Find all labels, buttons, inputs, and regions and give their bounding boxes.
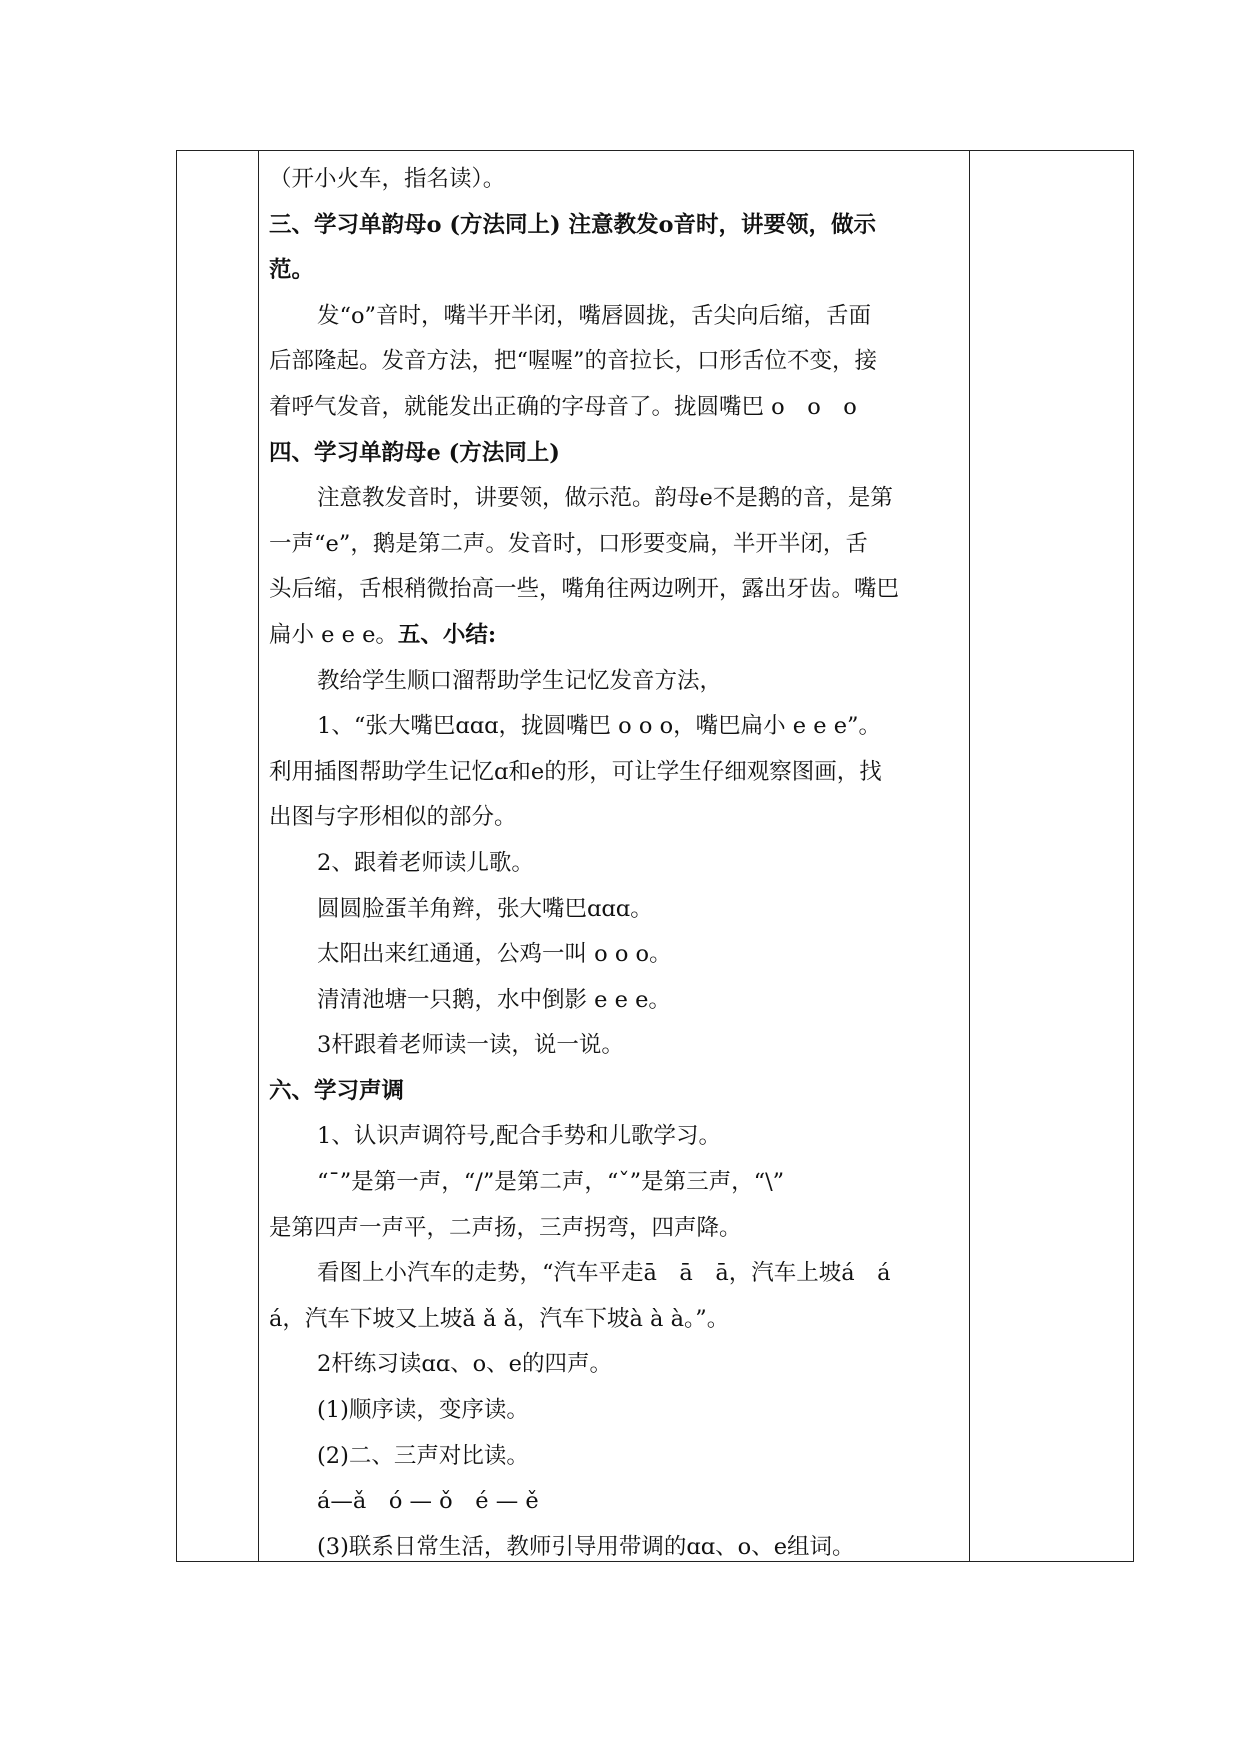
paragraph-line: 是第四声一声平，二声扬，三声拐弯，四声降。 <box>269 1214 742 1241</box>
section-heading-3: 三、学习单韵母o (方法同上) 注意教发o音时，讲要领，做示 <box>269 211 876 238</box>
paragraph-line: 后部隆起。发音方法，把“喔喔”的音拉长，口形舌位不变，接 <box>269 348 878 375</box>
paragraph-line: á—ǎ ó — ǒ é — ě <box>317 1488 539 1515</box>
paragraph-line: 一声“e”，鹅是第二声。发音时，口形要变扁，半开半闭，舌 <box>269 530 868 557</box>
paragraph-line: 1、“张大嘴巴ɑɑɑ，拢圆嘴巴 o o o，嘴巴扁小 e e e”。 <box>317 713 882 740</box>
paragraph-line: “ˉ”是第一声，“/”是第二声，“ˇ”是第三声，“\” <box>317 1169 785 1196</box>
paragraph-line: 利用插图帮助学生记忆ɑ和e的形，可让学生仔细观察图画，找 <box>269 758 882 785</box>
text-line: （开小火车，指名读）。 <box>269 166 506 192</box>
section-heading-4: 四、学习单韵母e (方法同上) <box>269 439 560 466</box>
paragraph-line: 2杆练习读ɑɑ、o、e的四声。 <box>317 1351 612 1378</box>
paragraph-line: 1、认识声调符号,配合手势和儿歌学习。 <box>317 1123 721 1150</box>
document-table <box>176 150 1134 1562</box>
rhyme-line: 清清池塘一只鹅，水中倒影 e e e。 <box>317 986 671 1013</box>
section-heading-3-cont: 范。 <box>269 257 315 284</box>
paragraph-line: 3杆跟着老师读一读，说一说。 <box>317 1032 624 1059</box>
lesson-content-cell <box>269 157 959 1570</box>
table-column-divider-left <box>258 151 259 1561</box>
paragraph-line: á，汽车下坡又上坡ǎ ǎ ǎ，汽车下坡à à à。”。 <box>269 1305 730 1332</box>
paragraph-line: (3)联系日常生活，教师引导用带调的ɑɑ、o、e组词。 <box>317 1533 855 1560</box>
section-heading-5: 五、小结: <box>397 621 497 648</box>
paragraph-line: (1)顺序读，变序读。 <box>317 1397 529 1424</box>
paragraph-line: 着呼气发音，就能发出正确的字母音了。拢圆嘴巴 o o o <box>269 393 857 420</box>
table-column-divider-right <box>969 151 970 1561</box>
paragraph-fragment: 扁小 e e e。 <box>269 621 398 648</box>
paragraph-line-with-heading <box>269 613 959 659</box>
paragraph-line: (2)二、三声对比读。 <box>317 1442 529 1469</box>
paragraph-line: 出图与字形相似的部分。 <box>269 804 517 831</box>
paragraph-line: 教给学生顺口溜帮助学生记忆发音方法， <box>317 667 723 694</box>
rhyme-line: 太阳出来红通通，公鸡一叫 o o o。 <box>317 941 672 968</box>
paragraph-line: 注意教发音时，讲要领，做示范。韵母e不是鹅的音，是第 <box>317 485 893 512</box>
paragraph-line: 看图上小汽车的走势，“汽车平走ā ā ā，汽车上坡á á <box>317 1260 891 1287</box>
paragraph-line: 头后缩，舌根稍微抬高一些，嘴角往两边咧开，露出牙齿。嘴巴 <box>269 576 900 603</box>
section-heading-6: 六、学习声调 <box>269 1077 405 1104</box>
paragraph-line: 发“o”音时，嘴半开半闭，嘴唇圆拢，舌尖向后缩，舌面 <box>317 302 872 329</box>
paragraph-line: 2、跟着老师读儿歌。 <box>317 849 534 876</box>
rhyme-line: 圆圆脸蛋羊角辫，张大嘴巴ɑɑɑ。 <box>317 895 653 922</box>
